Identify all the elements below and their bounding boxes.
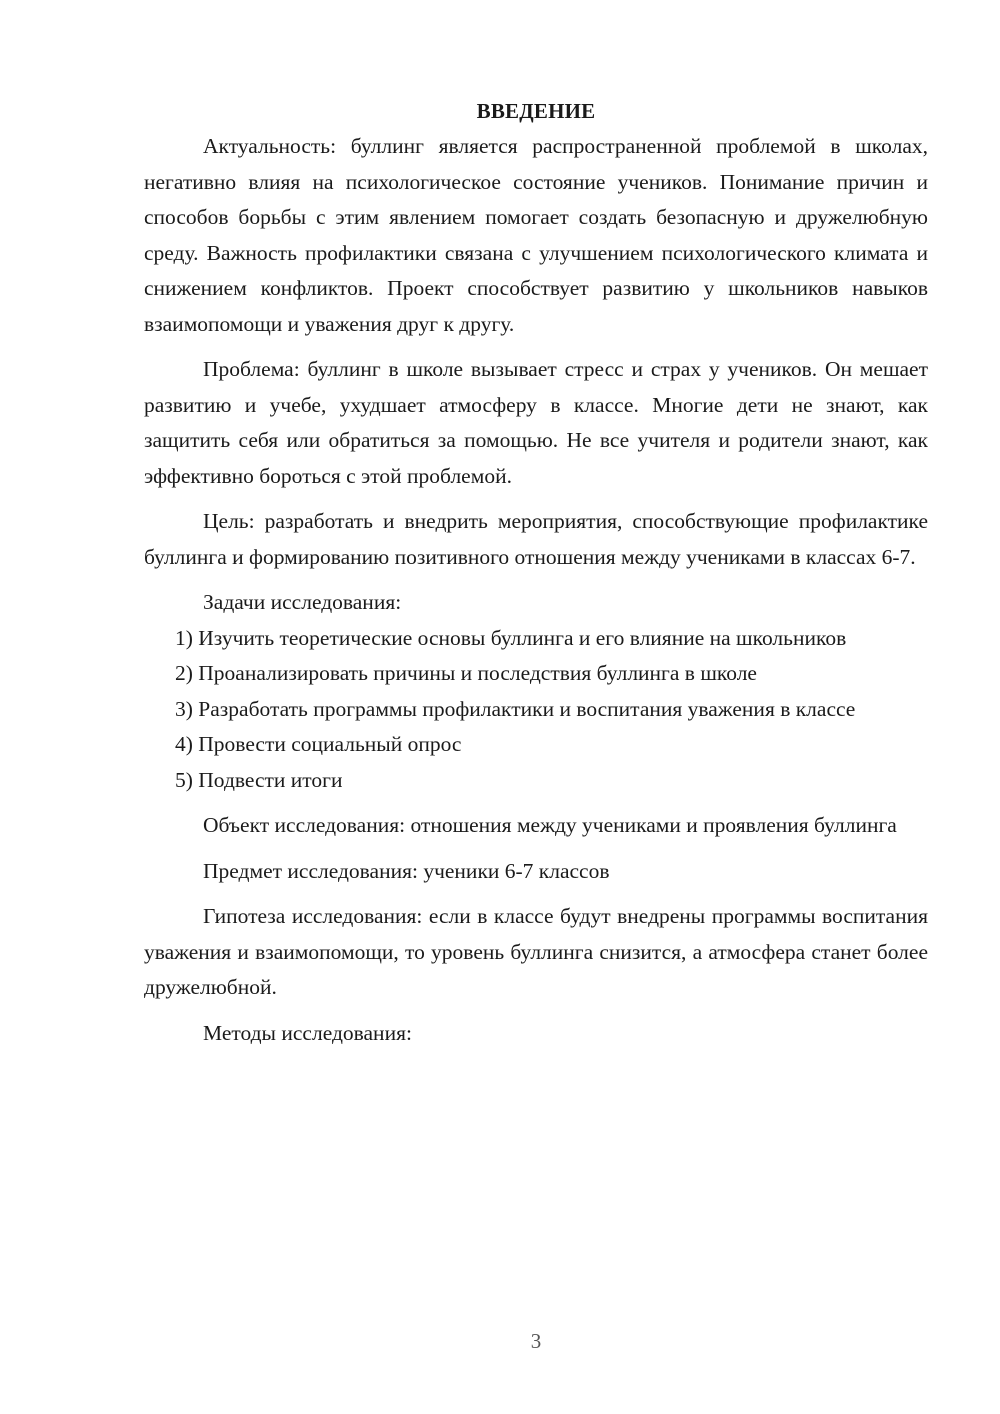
list-item: 3) Разработать программы профилактики и воспитания уважения в классе xyxy=(175,696,856,721)
list-item: 2) Проанализировать причины и последствия буллинга в школе xyxy=(175,661,757,685)
object-paragraph: Объект исследования: отношения между учениками и проявления буллинга xyxy=(203,813,897,837)
list-item: 1) Изучить теоретические основы буллинга и его влияние на школьников xyxy=(175,625,847,650)
page-number: 3 xyxy=(530,1329,542,1353)
methods-heading: Методы исследования: xyxy=(203,1020,412,1045)
goal-paragraph: Цель: разработать и внедрить мероприятия, способствующие профилактике буллинга и формированию позитивного отношения между учениками в классах 6-7. xyxy=(144,509,928,569)
section-heading: ВВЕДЕНИЕ xyxy=(476,99,596,123)
tasks-heading: Задачи исследования: xyxy=(203,590,402,614)
tasks-list xyxy=(144,621,928,799)
document-page xyxy=(144,93,928,1051)
relevance-paragraph: Актуальность: буллинг является распространенной проблемой в школах, негативно влияя на психологическое состояние учеников. Понимание причин и способов борьбы с этим явлением помогает создать безопасную и дружелюбную среду. Важность профилактики связана с улучшением психологического климата и снижением конфликтов. Проект способствует развитию у школьников навыков взаимопомощи и уважения друг к другу. xyxy=(144,134,928,336)
list-item: 4) Провести социальный опрос xyxy=(175,732,462,756)
subject-paragraph: Предмет исследования: ученики 6-7 классов xyxy=(203,858,610,883)
hypothesis-paragraph: Гипотеза исследования: если в классе будут внедрены программы воспитания уважения и взаимопомощи, то уровень буллинга снизится, а атмосфера станет более дружелюбной. xyxy=(144,904,928,999)
list-item: 5) Подвести итоги xyxy=(175,767,343,792)
problem-paragraph: Проблема: буллинг в школе вызывает стресс и страх у учеников. Он мешает развитию и учебе, ухудшает атмосферу в классе. Многие дети не знают, как защитить себя или обратиться за помощью. Не все учителя и родители знают, как эффективно бороться с этой проблемой. xyxy=(144,357,928,488)
